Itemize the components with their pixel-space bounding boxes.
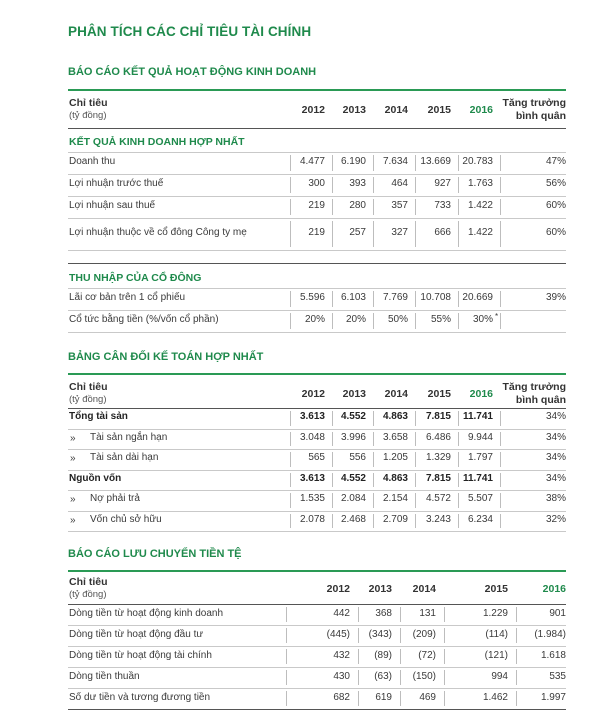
row-value: 4.552 [340, 411, 366, 422]
row-label: Vốn chủ sở hữu [90, 513, 162, 525]
header-year: 2013 [342, 104, 366, 116]
row-value: 7.769 [382, 292, 408, 303]
column-separator [332, 313, 333, 329]
column-separator [500, 452, 501, 467]
column-separator [332, 452, 333, 467]
rule [68, 288, 566, 289]
section-title-income: BÁO CÁO KẾT QUẢ HOẠT ĐỘNG KINH DOANH [68, 66, 317, 78]
column-separator [290, 432, 291, 447]
row-value: 682 [333, 692, 350, 703]
column-separator [500, 177, 501, 193]
row-growth: 60% [545, 200, 566, 211]
column-separator [332, 493, 333, 508]
row-value: 1.422 [467, 227, 493, 238]
row-value: 556 [349, 452, 366, 463]
row-value: 3.613 [299, 472, 325, 484]
row-value: 901 [549, 608, 566, 619]
column-separator [415, 514, 416, 529]
row-value: 131 [419, 608, 436, 619]
column-separator [444, 628, 445, 643]
column-separator [290, 313, 291, 329]
column-separator [290, 221, 291, 247]
rule [68, 128, 566, 129]
header-growth: Tăng trưởng [502, 97, 566, 109]
row-value: 1.462 [482, 692, 508, 703]
rule [68, 152, 566, 153]
row-value: (121) [484, 650, 508, 661]
row-growth: 56% [545, 178, 566, 189]
column-separator [332, 514, 333, 529]
row-growth: 34% [545, 431, 566, 443]
column-separator [332, 432, 333, 447]
column-separator [286, 670, 287, 685]
column-separator [286, 649, 287, 664]
row-value: 4.863 [382, 411, 408, 422]
row-value: 432 [333, 650, 350, 661]
row-value: 3.658 [382, 431, 408, 443]
page-title: PHÂN TÍCH CÁC CHỈ TIÊU TÀI CHÍNH [68, 24, 312, 39]
header-year: 2014 [384, 388, 408, 400]
rule [68, 470, 566, 471]
column-separator [415, 411, 416, 426]
footnote-mark: * [495, 312, 499, 321]
row-bullet: » [70, 453, 76, 464]
header-year: 2014 [412, 583, 436, 595]
column-separator [373, 452, 374, 467]
rule [68, 429, 566, 430]
column-separator [358, 670, 359, 685]
column-separator [458, 452, 459, 467]
column-separator [358, 649, 359, 664]
column-separator [458, 313, 459, 329]
row-value: 3.243 [425, 513, 451, 525]
row-value: 219 [308, 200, 325, 211]
row-label: Lợi nhuận thuộc về cổ đông Công ty mẹ [69, 227, 247, 238]
column-separator [290, 493, 291, 508]
row-growth: 34% [545, 472, 566, 484]
row-value: 565 [308, 452, 325, 463]
rule [68, 408, 566, 409]
column-separator [458, 432, 459, 447]
column-separator [444, 670, 445, 685]
row-value: 257 [349, 227, 366, 238]
column-separator [358, 607, 359, 622]
row-value: 4.572 [425, 493, 451, 504]
header-label: Chỉ tiêu [69, 97, 108, 109]
row-label: Dòng tiền từ hoạt động tài chính [69, 650, 212, 661]
row-value: (150) [412, 671, 436, 682]
row-value: 4.552 [340, 472, 366, 484]
row-value: (89) [374, 650, 392, 661]
row-label: Nợ phải trả [90, 493, 140, 504]
row-label: Tài sản dài hạn [90, 452, 159, 463]
row-value: 280 [349, 200, 366, 211]
column-separator [458, 155, 459, 171]
row-value: 1.618 [540, 650, 566, 661]
row-value: 50% [387, 314, 408, 325]
column-separator [500, 473, 501, 488]
column-separator [458, 291, 459, 307]
row-value: (209) [412, 629, 436, 640]
row-value: 2.468 [340, 513, 366, 525]
column-separator [290, 177, 291, 193]
column-separator [500, 493, 501, 508]
row-growth: 34% [545, 411, 566, 422]
column-separator [286, 628, 287, 643]
row-value: 7.634 [382, 156, 408, 167]
header-unit: (tỷ đồng) [69, 110, 107, 121]
column-separator [400, 628, 401, 643]
row-value: 1.797 [467, 452, 493, 463]
row-value: 4.477 [299, 156, 325, 167]
row-value: 3.048 [299, 431, 325, 443]
column-separator [373, 473, 374, 488]
header-year: 2014 [384, 104, 408, 116]
header-year: 2015 [427, 104, 451, 116]
row-bullet: » [70, 494, 76, 505]
column-separator [415, 452, 416, 467]
column-separator [290, 199, 291, 215]
rule [68, 332, 566, 333]
header-year: 2013 [368, 583, 392, 595]
row-value: 1.329 [425, 452, 451, 463]
column-separator [415, 493, 416, 508]
rule [68, 89, 566, 91]
column-separator [373, 177, 374, 193]
column-separator [500, 313, 501, 329]
row-label: Tổng tài sản [69, 411, 128, 422]
group-title: KẾT QUẢ KINH DOANH HỢP NHẤT [69, 136, 245, 148]
rule [68, 250, 566, 251]
header-year: 2013 [342, 388, 366, 400]
column-separator [458, 411, 459, 426]
column-separator [332, 177, 333, 193]
column-separator [458, 177, 459, 193]
header-label: Chỉ tiêu [69, 381, 108, 393]
column-separator [415, 432, 416, 447]
row-value: 6.103 [340, 292, 366, 303]
row-label: Cổ tức bằng tiền (%/vốn cổ phần) [69, 314, 219, 325]
row-value: 13.669 [420, 156, 451, 167]
row-value: 3.613 [299, 411, 325, 422]
row-value: 393 [349, 178, 366, 189]
header-unit: (tỷ đồng) [69, 589, 107, 600]
column-separator [516, 628, 517, 643]
row-value: 619 [375, 692, 392, 703]
column-separator [500, 432, 501, 447]
row-value: (343) [368, 629, 392, 640]
row-value: 6.234 [467, 513, 493, 525]
column-separator [500, 514, 501, 529]
row-value: 20% [304, 314, 325, 325]
rule [68, 570, 566, 572]
column-separator [290, 514, 291, 529]
row-value: 20.783 [462, 156, 493, 167]
row-label: Nguồn vốn [69, 472, 122, 484]
column-separator [444, 691, 445, 706]
column-separator [500, 199, 501, 215]
column-separator [286, 607, 287, 622]
row-value: 5.596 [299, 292, 325, 303]
rule [68, 490, 566, 491]
column-separator [500, 155, 501, 171]
rule [68, 688, 566, 689]
column-separator [358, 691, 359, 706]
column-separator [332, 473, 333, 488]
column-separator [500, 221, 501, 247]
row-label: Lợi nhuận sau thuế [69, 200, 156, 211]
column-separator [500, 411, 501, 426]
row-value: 442 [333, 608, 350, 619]
row-value: 666 [434, 227, 451, 238]
header-growth: Tăng trưởng [502, 381, 566, 393]
header-year: 2012 [301, 104, 325, 116]
row-value: 7.815 [425, 411, 451, 422]
row-value: 9.944 [467, 431, 493, 443]
column-separator [415, 155, 416, 171]
column-separator [415, 313, 416, 329]
rule [68, 531, 566, 532]
rule [68, 196, 566, 197]
row-value: (63) [374, 671, 392, 682]
row-growth: 38% [545, 493, 566, 504]
row-growth: 47% [545, 156, 566, 167]
column-separator [332, 291, 333, 307]
header-year: 2012 [326, 583, 350, 595]
column-separator [415, 473, 416, 488]
column-separator [516, 691, 517, 706]
row-value: 20% [345, 314, 366, 325]
row-value: 3.996 [340, 431, 366, 443]
column-separator [458, 473, 459, 488]
column-separator [400, 649, 401, 664]
row-value: (445) [326, 629, 350, 640]
column-separator [458, 514, 459, 529]
column-separator [516, 670, 517, 685]
row-growth: 32% [545, 513, 566, 525]
row-value: 1.205 [382, 452, 408, 463]
rule [68, 174, 566, 175]
column-separator [415, 221, 416, 247]
row-growth: 39% [545, 292, 566, 303]
rule [68, 263, 566, 264]
row-value: 55% [430, 314, 451, 325]
column-separator [516, 607, 517, 622]
column-separator [290, 155, 291, 171]
column-separator [373, 221, 374, 247]
row-bullet: » [70, 432, 76, 444]
rule [68, 646, 566, 647]
header-year: 2012 [301, 388, 325, 400]
column-separator [332, 221, 333, 247]
column-separator [415, 177, 416, 193]
row-value: 10.708 [420, 292, 451, 303]
rule [68, 511, 566, 512]
column-separator [332, 199, 333, 215]
column-separator [400, 691, 401, 706]
row-growth: 60% [545, 227, 566, 238]
row-value: 11.741 [462, 472, 493, 484]
column-separator [400, 607, 401, 622]
column-separator [373, 199, 374, 215]
row-value: 357 [391, 200, 408, 211]
row-value: 733 [434, 200, 451, 211]
column-separator [358, 628, 359, 643]
header-year: 2016 [469, 104, 493, 116]
row-value: 2.078 [299, 513, 325, 525]
column-separator [373, 432, 374, 447]
column-separator [373, 493, 374, 508]
column-separator [458, 493, 459, 508]
row-value: 6.486 [425, 431, 451, 443]
row-label: Dòng tiền từ hoạt động kinh doanh [69, 608, 224, 619]
column-separator [373, 411, 374, 426]
row-label: Lợi nhuận trước thuế [69, 178, 164, 189]
rule [68, 604, 566, 605]
group-title: THU NHẬP CỦA CỔ ĐÔNG [69, 272, 202, 284]
column-separator [332, 155, 333, 171]
header-growth-2: bình quân [515, 110, 566, 122]
column-separator [373, 514, 374, 529]
rule [68, 218, 566, 219]
row-value: 927 [434, 178, 451, 189]
column-separator [500, 291, 501, 307]
row-value: 2.709 [382, 513, 408, 525]
row-value: 219 [308, 227, 325, 238]
column-separator [290, 473, 291, 488]
column-separator [516, 649, 517, 664]
row-value: 1.997 [540, 692, 566, 703]
column-separator [286, 691, 287, 706]
header-year: 2015 [484, 583, 508, 595]
column-separator [444, 649, 445, 664]
row-value: 430 [333, 671, 350, 682]
rule [68, 709, 566, 710]
row-label: Doanh thu [69, 156, 116, 167]
section-title-cashflow: BÁO CÁO LƯU CHUYỂN TIỀN TỆ [68, 548, 242, 560]
row-label: Tài sản ngắn hạn [90, 431, 168, 443]
column-separator [373, 291, 374, 307]
row-value: 20.669 [462, 292, 493, 303]
column-separator [458, 199, 459, 215]
rule [68, 373, 566, 375]
column-separator [332, 411, 333, 426]
row-value: 7.815 [425, 472, 451, 484]
header-year: 2016 [469, 388, 493, 400]
header-unit: (tỷ đồng) [69, 394, 107, 405]
column-separator [290, 291, 291, 307]
column-separator [373, 313, 374, 329]
column-separator [458, 221, 459, 247]
rule [68, 667, 566, 668]
row-value: 6.190 [340, 156, 366, 167]
row-value: 1.229 [482, 608, 508, 619]
row-value: 1.763 [467, 178, 493, 189]
row-value: 469 [419, 692, 436, 703]
row-value: 4.863 [382, 472, 408, 484]
row-value: (114) [485, 629, 508, 640]
column-separator [415, 291, 416, 307]
header-year: 2015 [427, 388, 451, 400]
rule [68, 625, 566, 626]
row-label: Số dư tiền và tương đương tiền [69, 692, 211, 703]
column-separator [373, 155, 374, 171]
row-label: Dòng tiền từ hoạt động đầu tư [69, 629, 204, 640]
rule [68, 449, 566, 450]
row-value: 1.422 [467, 200, 493, 211]
row-value: 1.535 [299, 493, 325, 504]
column-separator [290, 452, 291, 467]
row-growth: 34% [545, 452, 566, 463]
rule [68, 310, 566, 311]
row-value: 994 [491, 671, 508, 682]
column-separator [400, 670, 401, 685]
row-value: 2.154 [382, 493, 408, 504]
row-value: 464 [391, 178, 408, 189]
header-label: Chỉ tiêu [69, 576, 108, 588]
column-separator [444, 607, 445, 622]
row-label: Lãi cơ bản trên 1 cổ phiếu [69, 292, 186, 303]
row-value: 30% [472, 314, 493, 325]
row-label: Dòng tiền thuần [69, 671, 140, 682]
row-value: 327 [391, 227, 408, 238]
column-separator [290, 411, 291, 426]
header-growth-2: bình quân [515, 394, 566, 406]
row-value: 535 [549, 671, 566, 682]
row-value: 11.741 [462, 411, 493, 422]
row-value: 5.507 [467, 493, 493, 504]
section-title-balance: BẢNG CÂN ĐỐI KẾ TOÁN HỢP NHẤT [68, 351, 264, 363]
row-value: 2.084 [340, 493, 366, 504]
row-value: 300 [308, 178, 325, 189]
column-separator [415, 199, 416, 215]
row-value: (72) [418, 650, 436, 661]
row-value: (1.984) [534, 629, 566, 640]
header-year: 2016 [542, 583, 566, 595]
row-value: 368 [375, 608, 392, 619]
row-bullet: » [70, 514, 76, 526]
